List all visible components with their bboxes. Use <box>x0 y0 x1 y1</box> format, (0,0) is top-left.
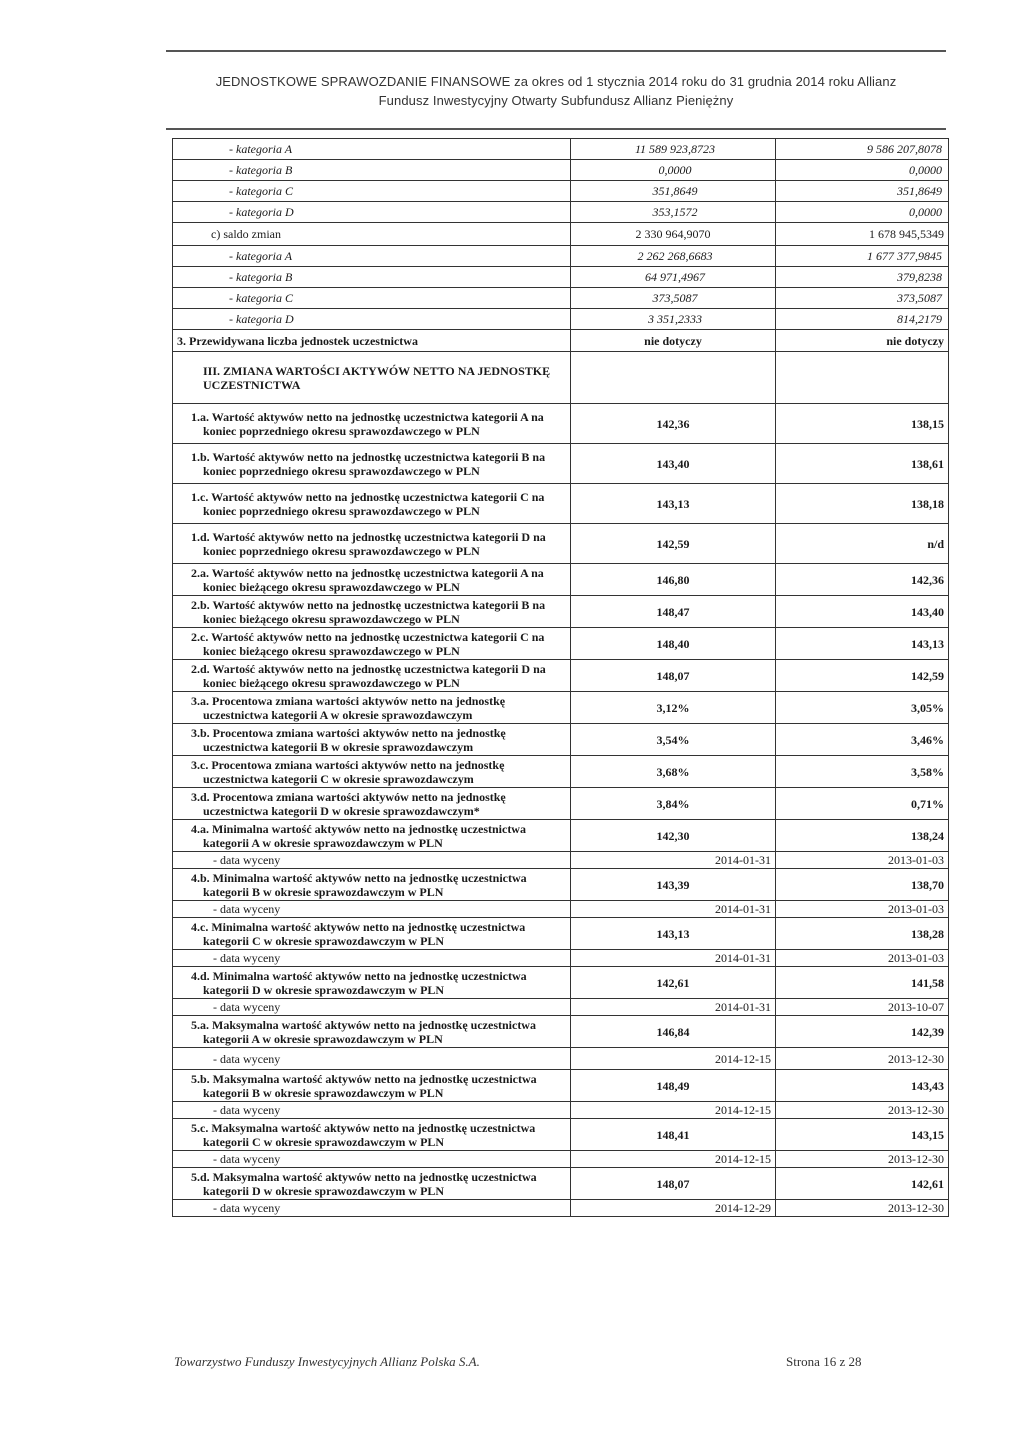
value-previous-period: nie dotyczy <box>776 330 949 352</box>
value-previous-period: 2013-01-03 <box>776 852 949 869</box>
value-previous-period: 2013-10-07 <box>776 999 949 1016</box>
value-current-period: 146,80 <box>571 564 776 596</box>
row-label: 1.d. Wartość aktywów netto na jednostkę uczestnictwa kategorii D na koniec poprzedniego okresu sprawozdawczego w PLN <box>173 524 571 564</box>
value-current-period: 142,30 <box>571 820 776 852</box>
value-previous-period: 2013-12-30 <box>776 1151 949 1168</box>
value-current-period: 143,40 <box>571 444 776 484</box>
header-top-rule <box>166 50 946 52</box>
table-row <box>173 1200 949 1217</box>
value-current-period: 2014-12-29 <box>571 1200 776 1217</box>
row-label: 5.a. Maksymalna wartość aktywów netto na jednostkę uczestnictwa kategorii A w okresie sprawozdawczym w PLN <box>173 1016 571 1048</box>
header-line-2: Fundusz Inwestycyjny Otwarty Subfundusz Allianz Pieniężny <box>378 93 734 108</box>
value-previous-period: 138,61 <box>776 444 949 484</box>
value-current-period: 143,13 <box>571 484 776 524</box>
row-label: - kategoria A <box>173 139 571 160</box>
value-previous-period <box>776 352 949 404</box>
row-label: - kategoria D <box>173 202 571 223</box>
value-previous-period: 373,5087 <box>776 288 949 309</box>
row-label: 2.b. Wartość aktywów netto na jednostkę uczestnictwa kategorii B na koniec bieżącego okresu sprawozdawczego w PLN <box>173 596 571 628</box>
value-current-period: 353,1572 <box>571 202 776 223</box>
table-row <box>173 404 949 444</box>
value-previous-period: 143,13 <box>776 628 949 660</box>
row-label: - data wyceny <box>173 1102 571 1119</box>
value-previous-period: 2013-12-30 <box>776 1102 949 1119</box>
table-row <box>173 660 949 692</box>
value-previous-period: 142,36 <box>776 564 949 596</box>
value-previous-period: 3,46% <box>776 724 949 756</box>
value-previous-period: 814,2179 <box>776 309 949 330</box>
table-row <box>173 1102 949 1119</box>
value-current-period: 143,13 <box>571 918 776 950</box>
table-row <box>173 918 949 950</box>
value-current-period: 351,8649 <box>571 181 776 202</box>
value-previous-period: 143,15 <box>776 1119 949 1151</box>
row-label: 1.c. Wartość aktywów netto na jednostkę uczestnictwa kategorii C na koniec poprzedniego okresu sprawozdawczego w PLN <box>173 484 571 524</box>
value-previous-period: 2013-12-30 <box>776 1200 949 1217</box>
row-label: 5.c. Maksymalna wartość aktywów netto na jednostkę uczestnictwa kategorii C w okresie sprawozdawczym w PLN <box>173 1119 571 1151</box>
row-label: 3.c. Procentowa zmiana wartości aktywów netto na jednostkę uczestnictwa kategorii C w okresie sprawozdawczym <box>173 756 571 788</box>
value-previous-period: 143,43 <box>776 1070 949 1102</box>
row-label: 4.c. Minimalna wartość aktywów netto na jednostkę uczestnictwa kategorii C w okresie sprawozdawczym w PLN <box>173 918 571 950</box>
table-row <box>173 288 949 309</box>
value-current-period: nie dotyczy <box>571 330 776 352</box>
value-current-period: 3,84% <box>571 788 776 820</box>
table-row <box>173 246 949 267</box>
value-previous-period: 138,15 <box>776 404 949 444</box>
value-current-period: 148,07 <box>571 1168 776 1200</box>
table-row <box>173 202 949 223</box>
row-label: - data wyceny <box>173 999 571 1016</box>
table-row <box>173 596 949 628</box>
row-label: - data wyceny <box>173 950 571 967</box>
row-label: 4.a. Minimalna wartość aktywów netto na jednostkę uczestnictwa kategorii A w okresie sprawozdawczym w PLN <box>173 820 571 852</box>
value-current-period: 2014-12-15 <box>571 1048 776 1070</box>
value-previous-period: 351,8649 <box>776 181 949 202</box>
row-label: 2.a. Wartość aktywów netto na jednostkę uczestnictwa kategorii A na koniec bieżącego okresu sprawozdawczego w PLN <box>173 564 571 596</box>
row-label: 3.d. Procentowa zmiana wartości aktywów netto na jednostkę uczestnictwa kategorii D w okresie sprawozdawczym* <box>173 788 571 820</box>
table-row <box>173 484 949 524</box>
row-label: 5.b. Maksymalna wartość aktywów netto na jednostkę uczestnictwa kategorii B w okresie sprawozdawczym w PLN <box>173 1070 571 1102</box>
table-row <box>173 756 949 788</box>
value-previous-period: 379,8238 <box>776 267 949 288</box>
table-row <box>173 1070 949 1102</box>
table-row <box>173 1151 949 1168</box>
value-previous-period: 143,40 <box>776 596 949 628</box>
footer-page-number: Strona 16 z 28 <box>786 1354 862 1369</box>
value-current-period: 148,49 <box>571 1070 776 1102</box>
table-row <box>173 869 949 901</box>
row-label: 1.a. Wartość aktywów netto na jednostkę uczestnictwa kategorii A na koniec poprzedniego okresu sprawozdawczego w PLN <box>173 404 571 444</box>
value-current-period: 2014-12-15 <box>571 1102 776 1119</box>
value-current-period <box>571 352 776 404</box>
row-label: III. ZMIANA WARTOŚCI AKTYWÓW NETTO NA JEDNOSTKĘ UCZESTNICTWA <box>173 352 571 404</box>
row-label: - kategoria D <box>173 309 571 330</box>
row-label: 3. Przewidywana liczba jednostek uczestnictwa <box>173 330 571 352</box>
value-previous-period: 9 586 207,8078 <box>776 139 949 160</box>
value-previous-period: 0,71% <box>776 788 949 820</box>
row-label: 3.b. Procentowa zmiana wartości aktywów netto na jednostkę uczestnictwa kategorii B w okresie sprawozdawczym <box>173 724 571 756</box>
value-previous-period: 3,58% <box>776 756 949 788</box>
value-current-period: 11 589 923,8723 <box>571 139 776 160</box>
value-current-period: 143,39 <box>571 869 776 901</box>
row-label: - kategoria B <box>173 160 571 181</box>
table-row <box>173 967 949 999</box>
row-label: - data wyceny <box>173 1200 571 1217</box>
value-current-period: 2014-01-31 <box>571 950 776 967</box>
table-row <box>173 724 949 756</box>
value-current-period: 373,5087 <box>571 288 776 309</box>
value-previous-period: 2013-01-03 <box>776 950 949 967</box>
row-label: 4.d. Minimalna wartość aktywów netto na jednostkę uczestnictwa kategorii D w okresie sprawozdawczym w PLN <box>173 967 571 999</box>
row-label: - kategoria C <box>173 288 571 309</box>
value-current-period: 2 262 268,6683 <box>571 246 776 267</box>
value-current-period: 0,0000 <box>571 160 776 181</box>
row-label: 2.c. Wartość aktywów netto na jednostkę uczestnictwa kategorii C na koniec bieżącego okresu sprawozdawczego w PLN <box>173 628 571 660</box>
value-previous-period: 138,18 <box>776 484 949 524</box>
value-previous-period: 0,0000 <box>776 202 949 223</box>
row-label: - data wyceny <box>173 852 571 869</box>
table-row <box>173 223 949 246</box>
value-current-period: 2014-01-31 <box>571 999 776 1016</box>
value-current-period: 148,41 <box>571 1119 776 1151</box>
table-row <box>173 444 949 484</box>
row-label: 3.a. Procentowa zmiana wartości aktywów netto na jednostkę uczestnictwa kategorii A w okresie sprawozdawczym <box>173 692 571 724</box>
table-row <box>173 524 949 564</box>
row-label: - kategoria A <box>173 246 571 267</box>
value-previous-period: n/d <box>776 524 949 564</box>
value-current-period: 142,61 <box>571 967 776 999</box>
financial-table-body <box>173 139 949 1217</box>
table-row <box>173 139 949 160</box>
value-current-period: 2014-01-31 <box>571 852 776 869</box>
value-current-period: 142,36 <box>571 404 776 444</box>
value-previous-period: 142,59 <box>776 660 949 692</box>
financial-table <box>172 138 949 1217</box>
value-current-period: 2014-12-15 <box>571 1151 776 1168</box>
footer-company: Towarzystwo Funduszy Inwestycyjnych Allianz Polska S.A. <box>174 1354 480 1369</box>
value-current-period: 64 971,4967 <box>571 267 776 288</box>
value-previous-period: 138,70 <box>776 869 949 901</box>
value-previous-period: 141,58 <box>776 967 949 999</box>
value-previous-period: 142,39 <box>776 1016 949 1048</box>
table-row <box>173 1119 949 1151</box>
value-current-period: 146,84 <box>571 1016 776 1048</box>
table-row <box>173 330 949 352</box>
table-row <box>173 820 949 852</box>
table-row <box>173 267 949 288</box>
table-row <box>173 160 949 181</box>
value-current-period: 2014-01-31 <box>571 901 776 918</box>
row-label: 5.d. Maksymalna wartość aktywów netto na jednostkę uczestnictwa kategorii D w okresie sprawozdawczym w PLN <box>173 1168 571 1200</box>
value-previous-period: 138,28 <box>776 918 949 950</box>
row-label: 4.b. Minimalna wartość aktywów netto na jednostkę uczestnictwa kategorii B w okresie sprawozdawczym w PLN <box>173 869 571 901</box>
header-line-1: JEDNOSTKOWE SPRAWOZDANIE FINANSOWE za okres od 1 stycznia 2014 roku do 31 grudnia 2014 roku Allianz <box>215 74 897 89</box>
table-row <box>173 1048 949 1070</box>
value-current-period: 3,54% <box>571 724 776 756</box>
value-previous-period: 1 677 377,9845 <box>776 246 949 267</box>
value-previous-period: 2013-12-30 <box>776 1048 949 1070</box>
value-current-period: 148,47 <box>571 596 776 628</box>
row-label: - kategoria C <box>173 181 571 202</box>
table-row <box>173 901 949 918</box>
table-row <box>173 1168 949 1200</box>
row-label: - data wyceny <box>173 901 571 918</box>
row-label: c) saldo zmian <box>173 223 571 246</box>
table-row <box>173 628 949 660</box>
row-label: 1.b. Wartość aktywów netto na jednostkę uczestnictwa kategorii B na koniec poprzedniego okresu sprawozdawczego w PLN <box>173 444 571 484</box>
value-previous-period: 0,0000 <box>776 160 949 181</box>
row-label: - kategoria B <box>173 267 571 288</box>
value-previous-period: 138,24 <box>776 820 949 852</box>
table-row <box>173 950 949 967</box>
table-row <box>173 692 949 724</box>
value-previous-period: 142,61 <box>776 1168 949 1200</box>
header-bottom-rule <box>166 128 946 130</box>
table-row <box>173 999 949 1016</box>
table-row <box>173 309 949 330</box>
value-previous-period: 1 678 945,5349 <box>776 223 949 246</box>
row-label: - data wyceny <box>173 1151 571 1168</box>
table-row <box>173 564 949 596</box>
value-current-period: 148,40 <box>571 628 776 660</box>
value-current-period: 3 351,2333 <box>571 309 776 330</box>
value-current-period: 3,12% <box>571 692 776 724</box>
table-row <box>173 788 949 820</box>
table-row <box>173 852 949 869</box>
table-row <box>173 1016 949 1048</box>
report-header <box>166 72 946 110</box>
value-current-period: 3,68% <box>571 756 776 788</box>
value-current-period: 142,59 <box>571 524 776 564</box>
row-label: 2.d. Wartość aktywów netto na jednostkę uczestnictwa kategorii D na koniec bieżącego okresu sprawozdawczego w PLN <box>173 660 571 692</box>
value-previous-period: 3,05% <box>776 692 949 724</box>
value-current-period: 148,07 <box>571 660 776 692</box>
table-row <box>173 352 949 404</box>
table-row <box>173 181 949 202</box>
row-label: - data wyceny <box>173 1048 571 1070</box>
value-current-period: 2 330 964,9070 <box>571 223 776 246</box>
value-previous-period: 2013-01-03 <box>776 901 949 918</box>
